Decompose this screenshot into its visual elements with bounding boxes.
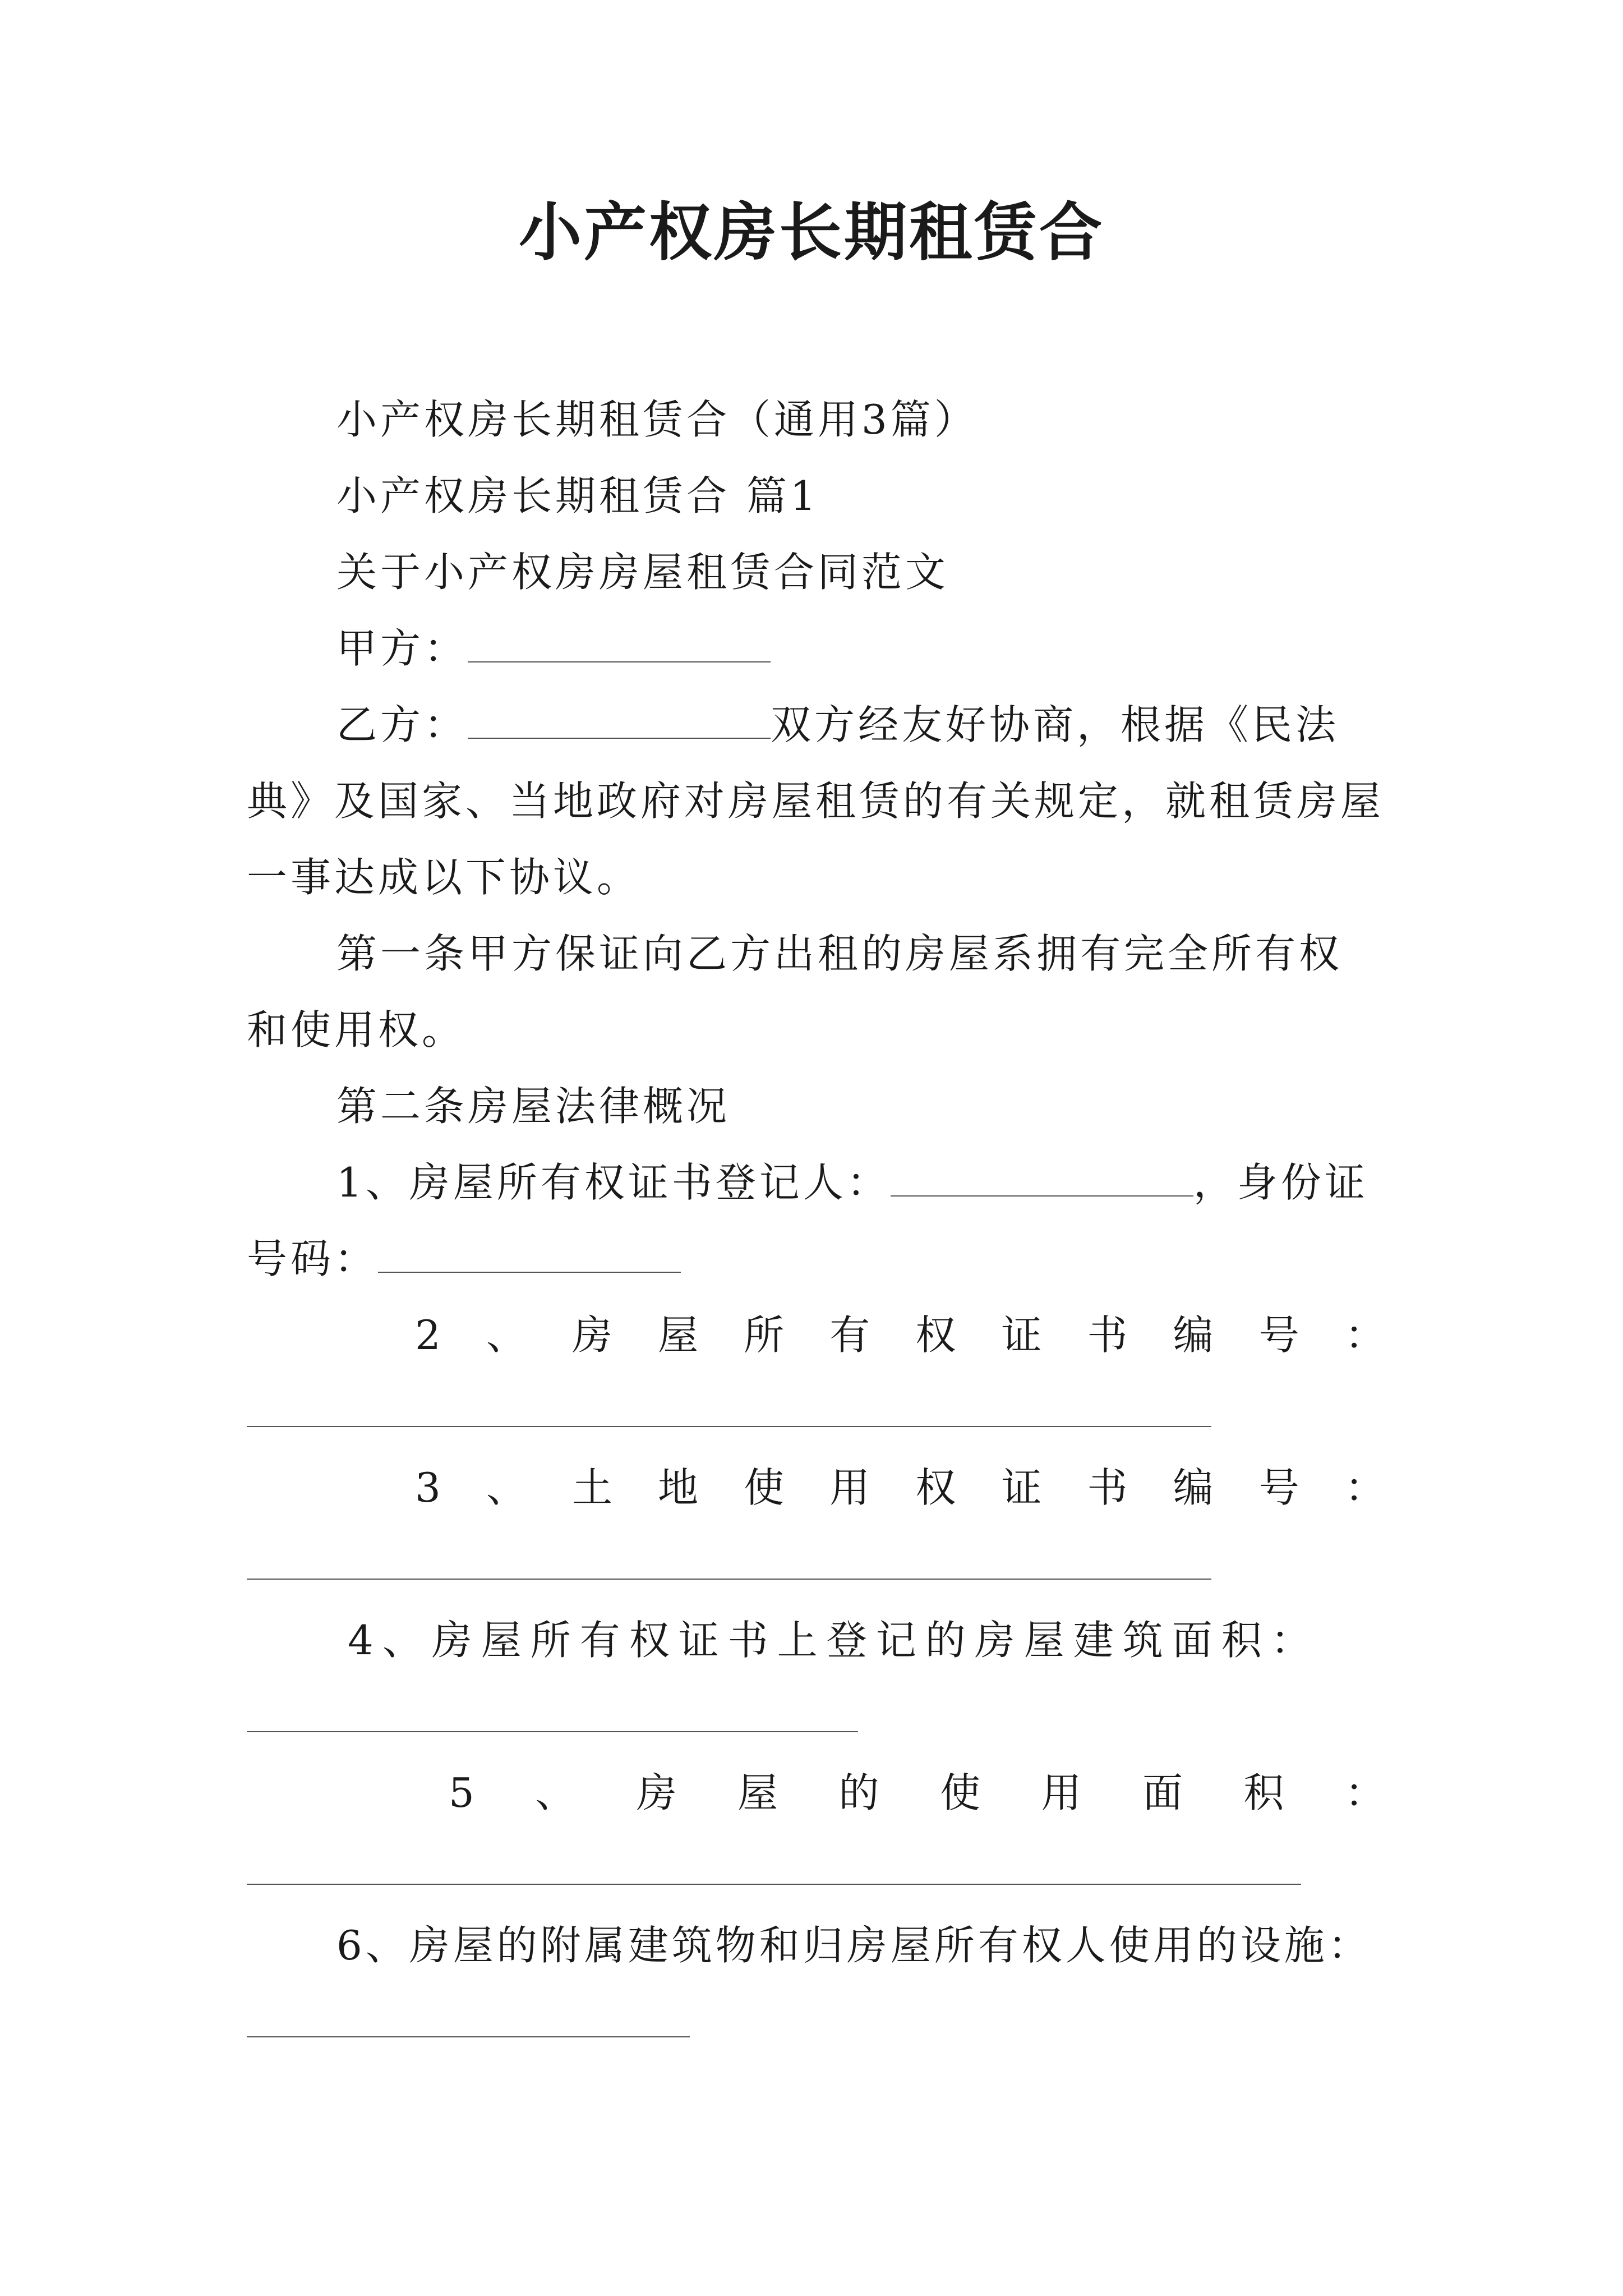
item-5-char: 的	[838, 1769, 879, 1816]
item-2-char: 编	[1173, 1312, 1214, 1359]
item-5-char: 用	[1041, 1769, 1082, 1816]
contract-heading: 关于小产权房房屋租赁合同范文	[336, 549, 949, 596]
item-2-char: 2	[415, 1312, 441, 1359]
article-2-heading: 第二条房屋法律概况	[336, 1083, 731, 1130]
facilities-blank	[247, 2003, 690, 2037]
item-5-line	[247, 1755, 1385, 1831]
item-1-id-label: ，身份证号码：	[247, 1159, 1368, 1282]
item-1-paragraph	[247, 1144, 1385, 1297]
item-2-blank-row	[247, 1373, 1385, 1450]
item-3-char: 号	[1258, 1464, 1299, 1511]
party-b-text: 双方经友好协商，根据《民法典》及国家、当地政府对房屋租赁的有关规定，就租赁房屋一事达成以下协议。	[247, 701, 1385, 901]
item-2-char: 所	[744, 1312, 785, 1359]
item-3-line	[247, 1450, 1385, 1526]
item-4-blank-row	[247, 1678, 1385, 1755]
item-3-char: 书	[1087, 1464, 1128, 1511]
item-2-char: 证	[1001, 1312, 1042, 1359]
party-a-line	[247, 610, 1385, 687]
item-3-char: 权	[915, 1464, 956, 1511]
party-b-blank	[468, 704, 771, 739]
item-5-char: 面	[1142, 1769, 1183, 1816]
item-3-char: 、	[486, 1464, 527, 1511]
item-5-char: 、	[535, 1769, 576, 1816]
item-1-label: 1、房屋所有权证书登记人：	[336, 1159, 891, 1206]
item-2-char: 房	[571, 1312, 612, 1359]
item-3-char: ：	[1344, 1464, 1385, 1511]
item-5-blank-row	[247, 1831, 1385, 1907]
party-b-label: 乙方：	[336, 701, 468, 748]
item-6-blank-row	[247, 1984, 1385, 2060]
item-6-line: 6、房屋的附属建筑物和归房屋所有权人使用的设施：	[336, 1922, 1372, 1969]
item-5-char: 积	[1243, 1769, 1284, 1816]
item-3-char: 土	[571, 1464, 612, 1511]
document-title: 小产权房长期租赁合	[519, 196, 1104, 269]
item-4-line: 4、房屋所有权证书上登记的房屋建筑面积：	[348, 1617, 1320, 1664]
item-5-char: 5	[449, 1769, 474, 1816]
item-2-line	[247, 1297, 1385, 1373]
document-body	[247, 381, 1385, 2060]
item-5-char: 使	[940, 1769, 981, 1816]
party-b-paragraph	[247, 687, 1385, 915]
section-heading: 小产权房长期租赁合 篇1	[336, 472, 819, 519]
usable-area-blank	[247, 1850, 1301, 1885]
item-2-char: 有	[829, 1312, 870, 1359]
item-5-char: 屋	[737, 1769, 778, 1816]
item-5-char: ：	[1344, 1769, 1385, 1816]
item-3-blank-row	[247, 1526, 1385, 1602]
item-2-char: 号	[1258, 1312, 1299, 1359]
building-area-blank	[247, 1697, 858, 1732]
item-2-char: 、	[486, 1312, 527, 1359]
owner-name-blank	[891, 1162, 1193, 1197]
item-2-char: 权	[915, 1312, 956, 1359]
item-2-char: ：	[1344, 1312, 1385, 1359]
party-a-blank	[468, 628, 771, 662]
item-3-char: 证	[1001, 1464, 1042, 1511]
property-cert-number-blank	[247, 1392, 1211, 1427]
item-3-char: 编	[1173, 1464, 1214, 1511]
item-5-char: 房	[636, 1769, 677, 1816]
id-number-blank	[378, 1238, 681, 1273]
article-1: 第一条甲方保证向乙方出租的房屋系拥有完全所有权和使用权。	[247, 930, 1343, 1053]
subtitle-line: 小产权房长期租赁合（通用3篇）	[336, 396, 978, 443]
item-3-char: 用	[829, 1464, 870, 1511]
party-a-label: 甲方：	[336, 625, 468, 672]
item-3-char: 3	[415, 1464, 441, 1511]
item-2-char: 屋	[658, 1312, 699, 1359]
land-cert-number-blank	[247, 1545, 1211, 1580]
item-2-char: 书	[1087, 1312, 1128, 1359]
item-3-char: 使	[744, 1464, 785, 1511]
item-3-char: 地	[658, 1464, 699, 1511]
